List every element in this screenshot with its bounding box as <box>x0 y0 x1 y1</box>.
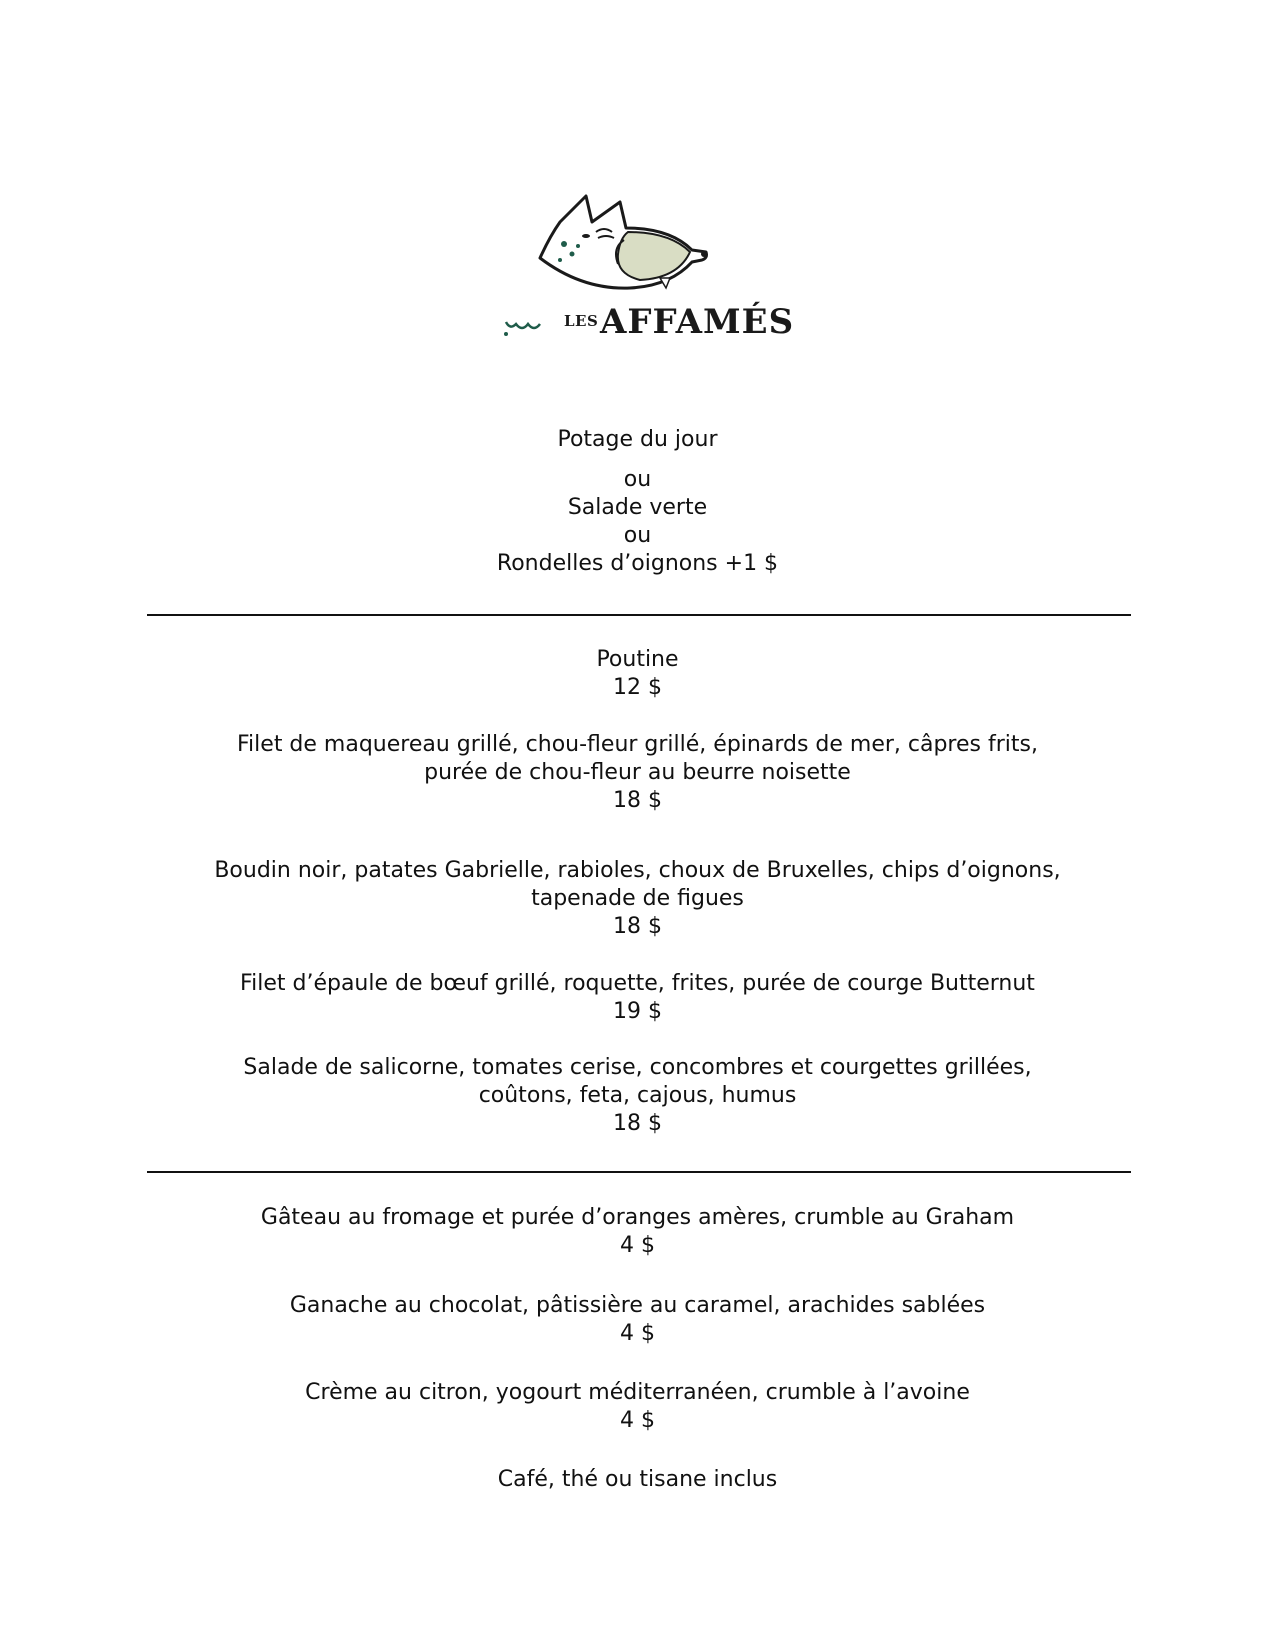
or-text: ou <box>623 467 652 492</box>
dessert-price: 4 $ <box>620 1321 655 1346</box>
footer-note <box>0 1466 1275 1494</box>
drool-squiggle-icon <box>502 320 558 336</box>
main-item <box>0 857 1275 941</box>
starters-options <box>0 466 1275 578</box>
dish-price: 12 $ <box>613 675 662 700</box>
dish-price: 18 $ <box>613 788 662 813</box>
dessert-description: Gâteau au fromage et purée d’oranges amères, crumble au Graham <box>260 1205 1015 1230</box>
dish-description: coûtons, feta, cajous, humus <box>478 1083 797 1108</box>
dish-name: Poutine <box>596 647 679 672</box>
dish-description: Boudin noir, patates Gabrielle, rabioles, choux de Bruxelles, chips d’oignons, <box>214 858 1061 883</box>
divider <box>147 614 1131 616</box>
dessert-description: Crème au citron, yogourt méditerranéen, crumble à l’avoine <box>305 1380 970 1405</box>
dish-price: 18 $ <box>613 1111 662 1136</box>
dish-description: Filet d’épaule de bœuf grillé, roquette, frites, purée de courge Butternut <box>240 971 1035 996</box>
dish-price: 19 $ <box>613 999 662 1024</box>
dish-description: tapenade de figues <box>531 886 744 911</box>
logo-name: AFFAMÉS <box>600 302 795 342</box>
dessert-price: 4 $ <box>620 1408 655 1433</box>
dessert-description: Ganache au chocolat, pâtissière au caramel, arachides sablées <box>289 1293 986 1318</box>
dish-description: Filet de maquereau grillé, chou-fleur grillé, épinards de mer, câpres frits, <box>237 732 1038 757</box>
menu-item-onion-rings: Rondelles d’oignons +1 $ <box>496 551 779 576</box>
menu-item-soup: Potage du jour <box>557 427 718 452</box>
main-item <box>0 970 1275 1026</box>
dessert-item <box>0 1204 1275 1260</box>
dessert-price: 4 $ <box>620 1233 655 1258</box>
dish-description: purée de chou-fleur au beurre noisette <box>424 760 851 785</box>
main-item <box>0 731 1275 815</box>
menu-item-salad: Salade verte <box>567 495 708 520</box>
divider <box>147 1171 1131 1173</box>
logo <box>520 188 795 350</box>
or-text: ou <box>623 523 652 548</box>
main-item <box>0 646 1275 702</box>
starters-section <box>0 426 1275 454</box>
logo-les: LES <box>564 312 599 330</box>
included-drinks-text: Café, thé ou tisane inclus <box>497 1467 778 1492</box>
main-item <box>0 1054 1275 1138</box>
dessert-item <box>0 1292 1275 1348</box>
dish-price: 18 $ <box>613 914 662 939</box>
fox-logo-icon <box>520 188 760 308</box>
dish-description: Salade de salicorne, tomates cerise, concombres et courgettes grillées, <box>243 1055 1032 1080</box>
dessert-item <box>0 1379 1275 1435</box>
